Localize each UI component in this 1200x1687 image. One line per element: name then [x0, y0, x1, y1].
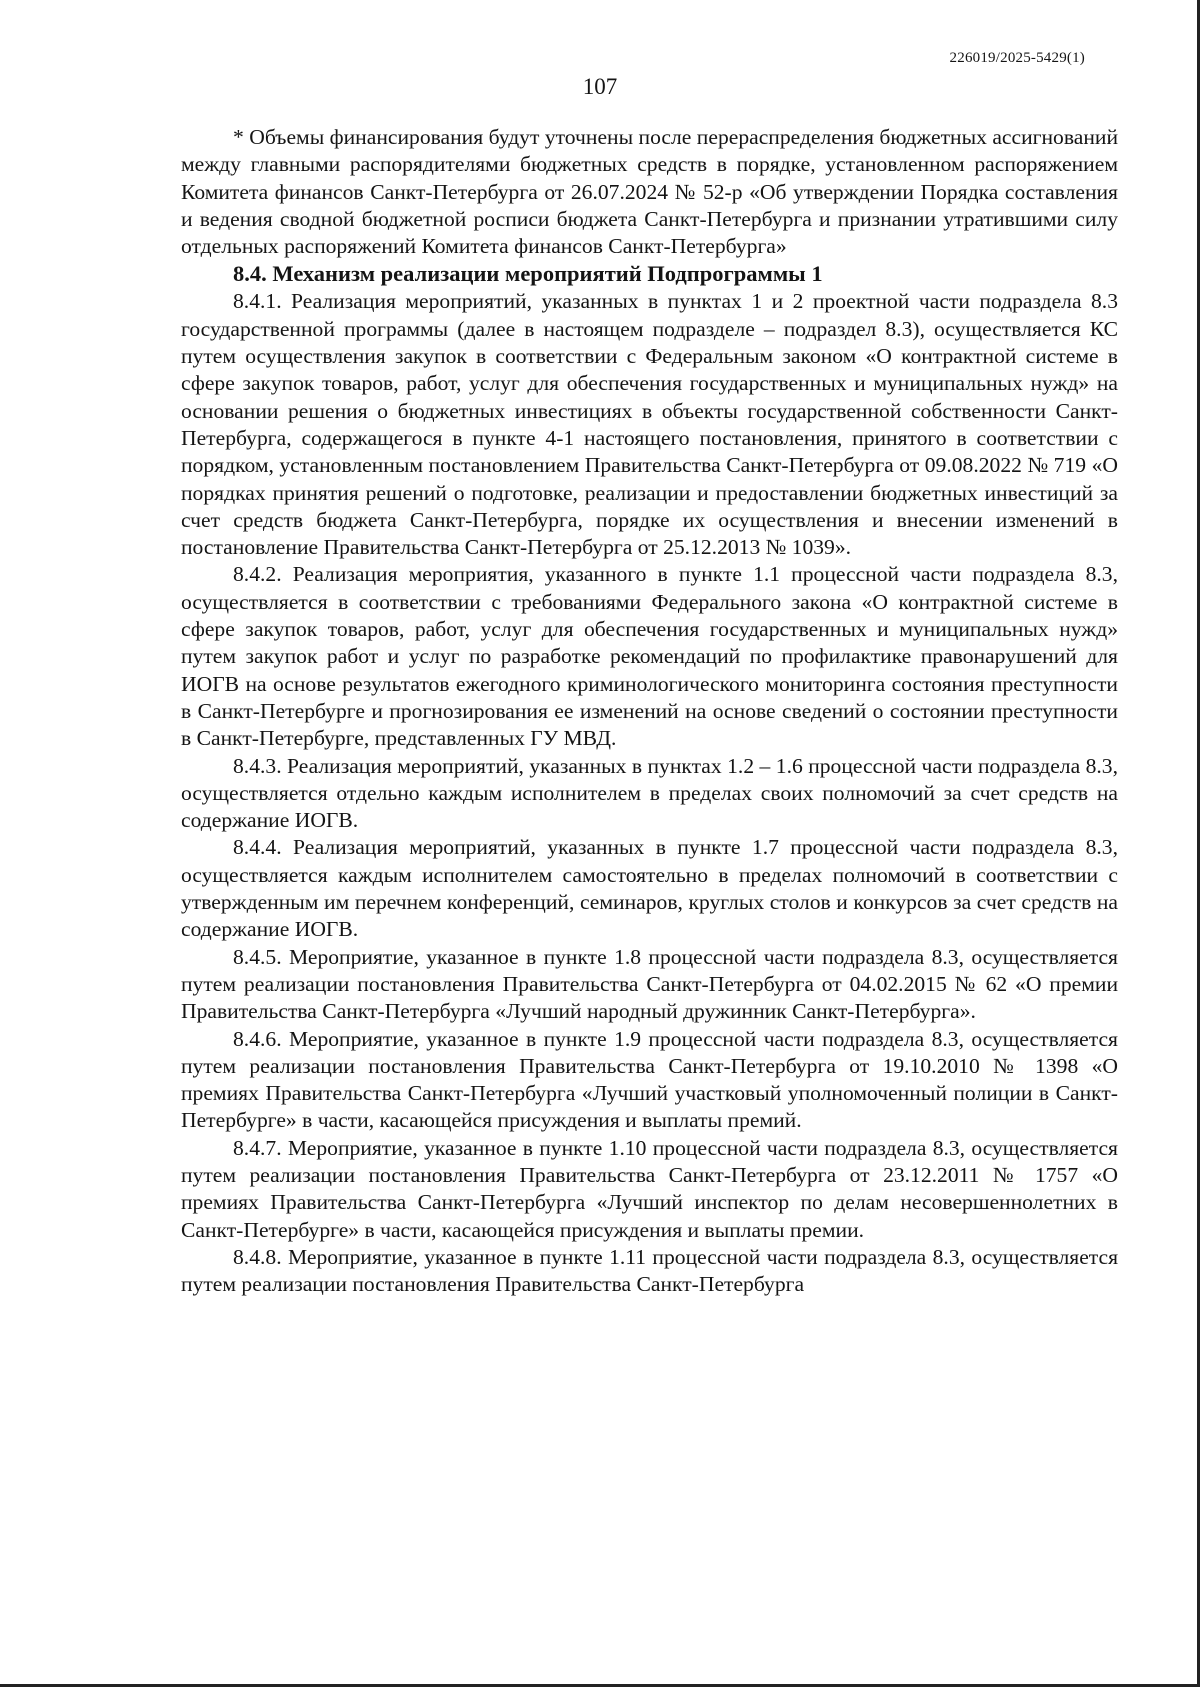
- document-id: 226019/2025-5429(1): [949, 50, 1085, 66]
- paragraph-8-4-2: 8.4.2. Реализация мероприятия, указанного в пункте 1.1 процессной части подраздела 8.3, осуществляется в соответствии с требованиями Федерального закона «О контрактной системе в сфере закупок товаров, работ, услуг для обеспечения государственных и муниципальных нужд» путем закупок работ и услуг по разработке рекомендаций по профилактике правонарушений для ИОГВ на основе результатов ежегодного криминологического мониторинга состояния преступности в Санкт-Петербурге и прогнозирования ее изменений на основе сведений о состоянии преступности в Санкт-Петербурге, представленных ГУ МВД.: [181, 562, 1118, 751]
- paragraph-8-4-1: 8.4.1. Реализация мероприятий, указанных в пунктах 1 и 2 проектной части подраздела 8.3 государственной программы (далее в настоящем подразделе – подраздел 8.3), осуществляется КС путем осуществления закупок в соответствии с Федеральным законом «О контрактной системе в сфере закупок товаров, работ, услуг для обеспечения государственных и муниципальных нужд» на основании решения о бюджетных инвестициях в объекты государственной собственности Санкт-Петербурга, содержащегося в пункте 4-1 настоящего постановления, принятого в соответствии с порядком, установленным постановлением Правительства Санкт-Петербурга от 09.08.2022 № 719 «О порядках принятия решений о подготовке, реализации и предоставлении бюджетных инвестиций за счет средств бюджета Санкт-Петербурга, порядке их осуществления и внесении изменений в постановление Правительства Санкт-Петербурга от 25.12.2013 № 1039».: [181, 289, 1118, 560]
- paragraph-8-4-4: 8.4.4. Реализация мероприятий, указанных в пункте 1.7 процессной части подраздела 8.3, осуществляется каждым исполнителем самостоятельно в пределах полномочий в соответствии с утвержденным им перечнем конференций, семинаров, круглых столов и конкурсов за счет средств на содержание ИОГВ.: [181, 835, 1118, 942]
- paragraph-8-4-5: 8.4.5. Мероприятие, указанное в пункте 1.8 процессной части подраздела 8.3, осуществляется путем реализации постановления Правительства Санкт-Петербурга от 04.02.2015 № 62 «О премии Правительства Санкт-Петербурга «Лучший народный дружинник Санкт-Петербурга».: [181, 944, 1118, 1024]
- paragraph-8-4-7: 8.4.7. Мероприятие, указанное в пункте 1.10 процессной части подраздела 8.3, осуществляется путем реализации постановления Правительства Санкт-Петербурга от 23.12.2011 № 1757 «О премиях Правительства Санкт-Петербурга «Лучший инспектор по делам несовершеннолетних в Санкт-Петербурге» в части, касающейся присуждения и выплаты премии.: [181, 1135, 1118, 1242]
- page-content: [181, 124, 1118, 1298]
- section-heading: 8.4. Механизм реализации мероприятий Подпрограммы 1: [233, 261, 823, 287]
- page-number: 107: [582, 74, 618, 99]
- financing-footnote: * Объемы финансирования будут уточнены после перераспределения бюджетных ассигнований между главными распорядителями бюджетных средств в порядке, установленном распоряжением Комитета финансов Санкт-Петербурга от 26.07.2024 № 52-р «Об утверждении Порядка составления и ведения сводной бюджетной росписи бюджета Санкт-Петербурга и признании утратившими силу отдельных распоряжений Комитета финансов Санкт-Петербурга»: [181, 125, 1118, 259]
- paragraph-8-4-6: 8.4.6. Мероприятие, указанное в пункте 1.9 процессной части подраздела 8.3, осуществляется путем реализации постановления Правительства Санкт-Петербурга от 19.10.2010 № 1398 «О премиях Правительства Санкт-Петербурга «Лучший участковый уполномоченный полиции в Санкт-Петербурге» в части, касающейся присуждения и выплаты премий.: [181, 1026, 1118, 1133]
- paragraph-8-4-8: 8.4.8. Мероприятие, указанное в пункте 1.11 процессной части подраздела 8.3, осуществляется путем реализации постановления Правительства Санкт-Петербурга: [181, 1244, 1118, 1297]
- paragraph-8-4-3: 8.4.3. Реализация мероприятий, указанных в пунктах 1.2 – 1.6 процессной части подраздела 8.3, осуществляется отдельно каждым исполнителем в пределах своих полномочий за счет средств на содержание ИОГВ.: [181, 753, 1118, 833]
